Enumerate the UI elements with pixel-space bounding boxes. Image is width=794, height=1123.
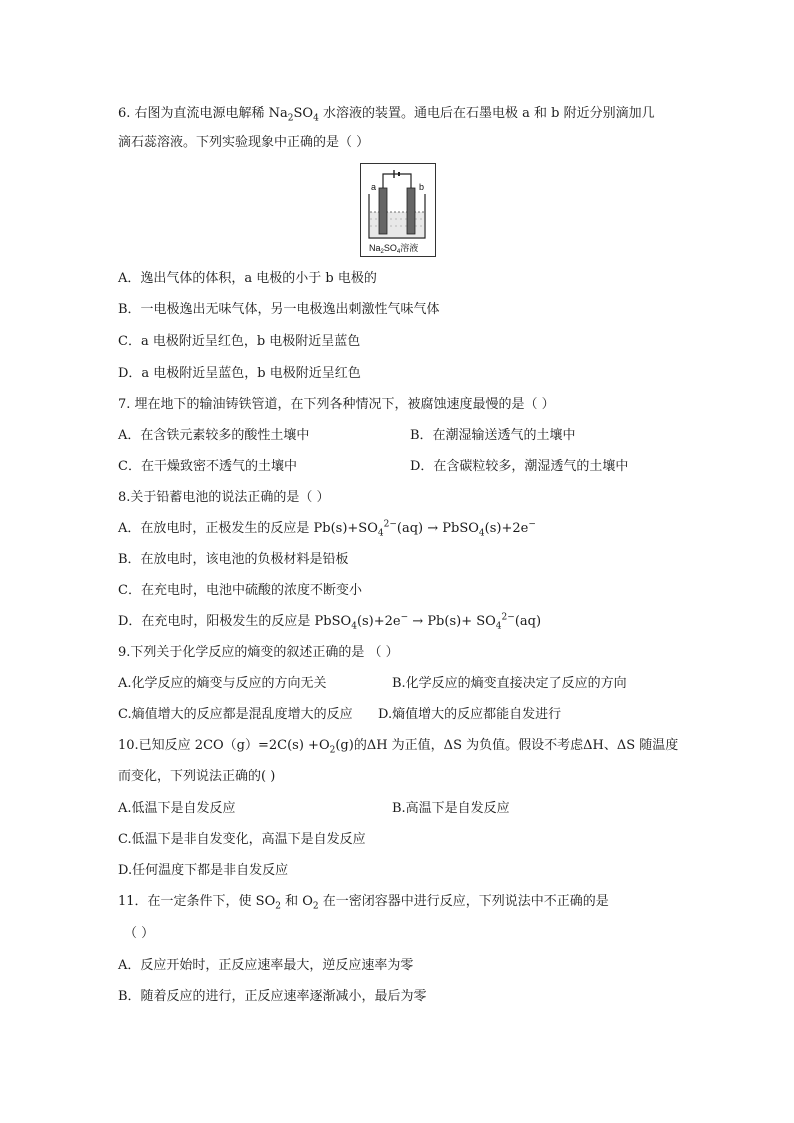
q9-option-c: C.熵值增大的反应都是混乱度增大的反应 bbox=[118, 707, 353, 722]
q9-option-b: B.化学反应的熵变直接决定了反应的方向 bbox=[392, 676, 627, 691]
q7-option-b: B．在潮湿输送透气的土壤中 bbox=[410, 428, 576, 443]
q7-stem: 7. 埋在地下的输油铸铁管道，在下列各种情况下，被腐蚀速度最慢的是（ ） bbox=[118, 397, 555, 412]
electrode-label-b: b bbox=[419, 182, 425, 192]
q8-stem: 8.关于铅蓄电池的说法正确的是（ ） bbox=[118, 490, 330, 505]
q7-option-c: C．在干燥致密不透气的土壤中 bbox=[118, 459, 297, 474]
q9-option-d: D.熵值增大的反应都能自发进行 bbox=[378, 707, 562, 722]
q10-option-d: D.任何温度下都是非自发反应 bbox=[118, 863, 289, 878]
q7-option-d: D．在含碳粒较多，潮湿透气的土壤中 bbox=[410, 459, 629, 474]
electrolysis-diagram bbox=[361, 164, 435, 256]
q6-option-d: D．a 电极附近呈蓝色，b 电极附近呈红色 bbox=[118, 366, 361, 381]
q8-option-c: C．在充电时，电池中硫酸的浓度不断变小 bbox=[118, 583, 362, 598]
q10-option-c: C.低温下是非自发变化，高温下是自发反应 bbox=[118, 832, 366, 847]
figure-caption: $Na_2SO_4$溶液 bbox=[369, 243, 419, 255]
q10-stem-line1: 10.已知反应 $2CO(g)=2C(s) +O_2(g)$的ΔH 为正值，ΔS 为负值。假设不考虑ΔH、ΔS 随温度 bbox=[118, 738, 679, 756]
q6-option-c: C．a 电极附近呈红色，b 电极附近呈蓝色 bbox=[118, 334, 361, 349]
q8-option-b: B．在放电时，该电池的负极材料是铅板 bbox=[118, 552, 349, 567]
q11-stem-line2: （ ） bbox=[124, 926, 155, 941]
q9-stem: 9.下列关于化学反应的熵变的叙述正确的是 （ ） bbox=[118, 645, 399, 660]
electrolysis-apparatus-figure bbox=[360, 163, 436, 257]
q10-option-b: B.高温下是自发反应 bbox=[392, 801, 510, 816]
q7-option-a: A．在含铁元素较多的酸性土壤中 bbox=[118, 428, 310, 443]
q6-option-b: B．一电极逸出无味气体，另一电极逸出刺激性气味气体 bbox=[118, 302, 440, 317]
q6-option-a: A．逸出气体的体积，a 电极的小于 b 电极的 bbox=[118, 271, 377, 286]
q9-option-a: A.化学反应的熵变与反应的方向无关 bbox=[118, 676, 327, 691]
q6-stem-line2: 滴石蕊溶液。下列实验现象中正确的是（ ） bbox=[118, 135, 370, 150]
q11-option-b: B．随着反应的进行，正反应速率逐渐减小，最后为零 bbox=[118, 989, 427, 1004]
q6-stem-line1: 6. 右图为直流电源电解稀 $Na_2SO_4$ 水溶液的装置。通电后在石墨电极 a 和 b 附近分别滴加几 bbox=[118, 106, 655, 124]
q10-option-a: A.低温下是自发反应 bbox=[118, 801, 236, 816]
q8-option-a: A．在放电时，正极发生的反应是 $Pb(s)+SO_4^{2-}(aq)$ → PbSO$_4$(s)+2e− bbox=[118, 519, 536, 539]
q11-option-a: A．反应开始时，正反应速率最大，逆反应速率为零 bbox=[118, 958, 414, 973]
q11-stem-line1: 11．在一定条件下，使 $SO_2$ 和 $O_2$ 在一密闭容器中进行反应，下列说法中不正确的是 bbox=[118, 894, 609, 912]
electrode-label-a: a bbox=[371, 182, 377, 192]
q10-stem-line2: 而变化，下列说法正确的( ) bbox=[118, 769, 276, 784]
q8-option-d: D．在充电时，阳极发生的反应是 PbSO$_4$(s)+2e− → $Pb(s)+ SO_4^{2-}(aq)$ bbox=[118, 612, 542, 632]
